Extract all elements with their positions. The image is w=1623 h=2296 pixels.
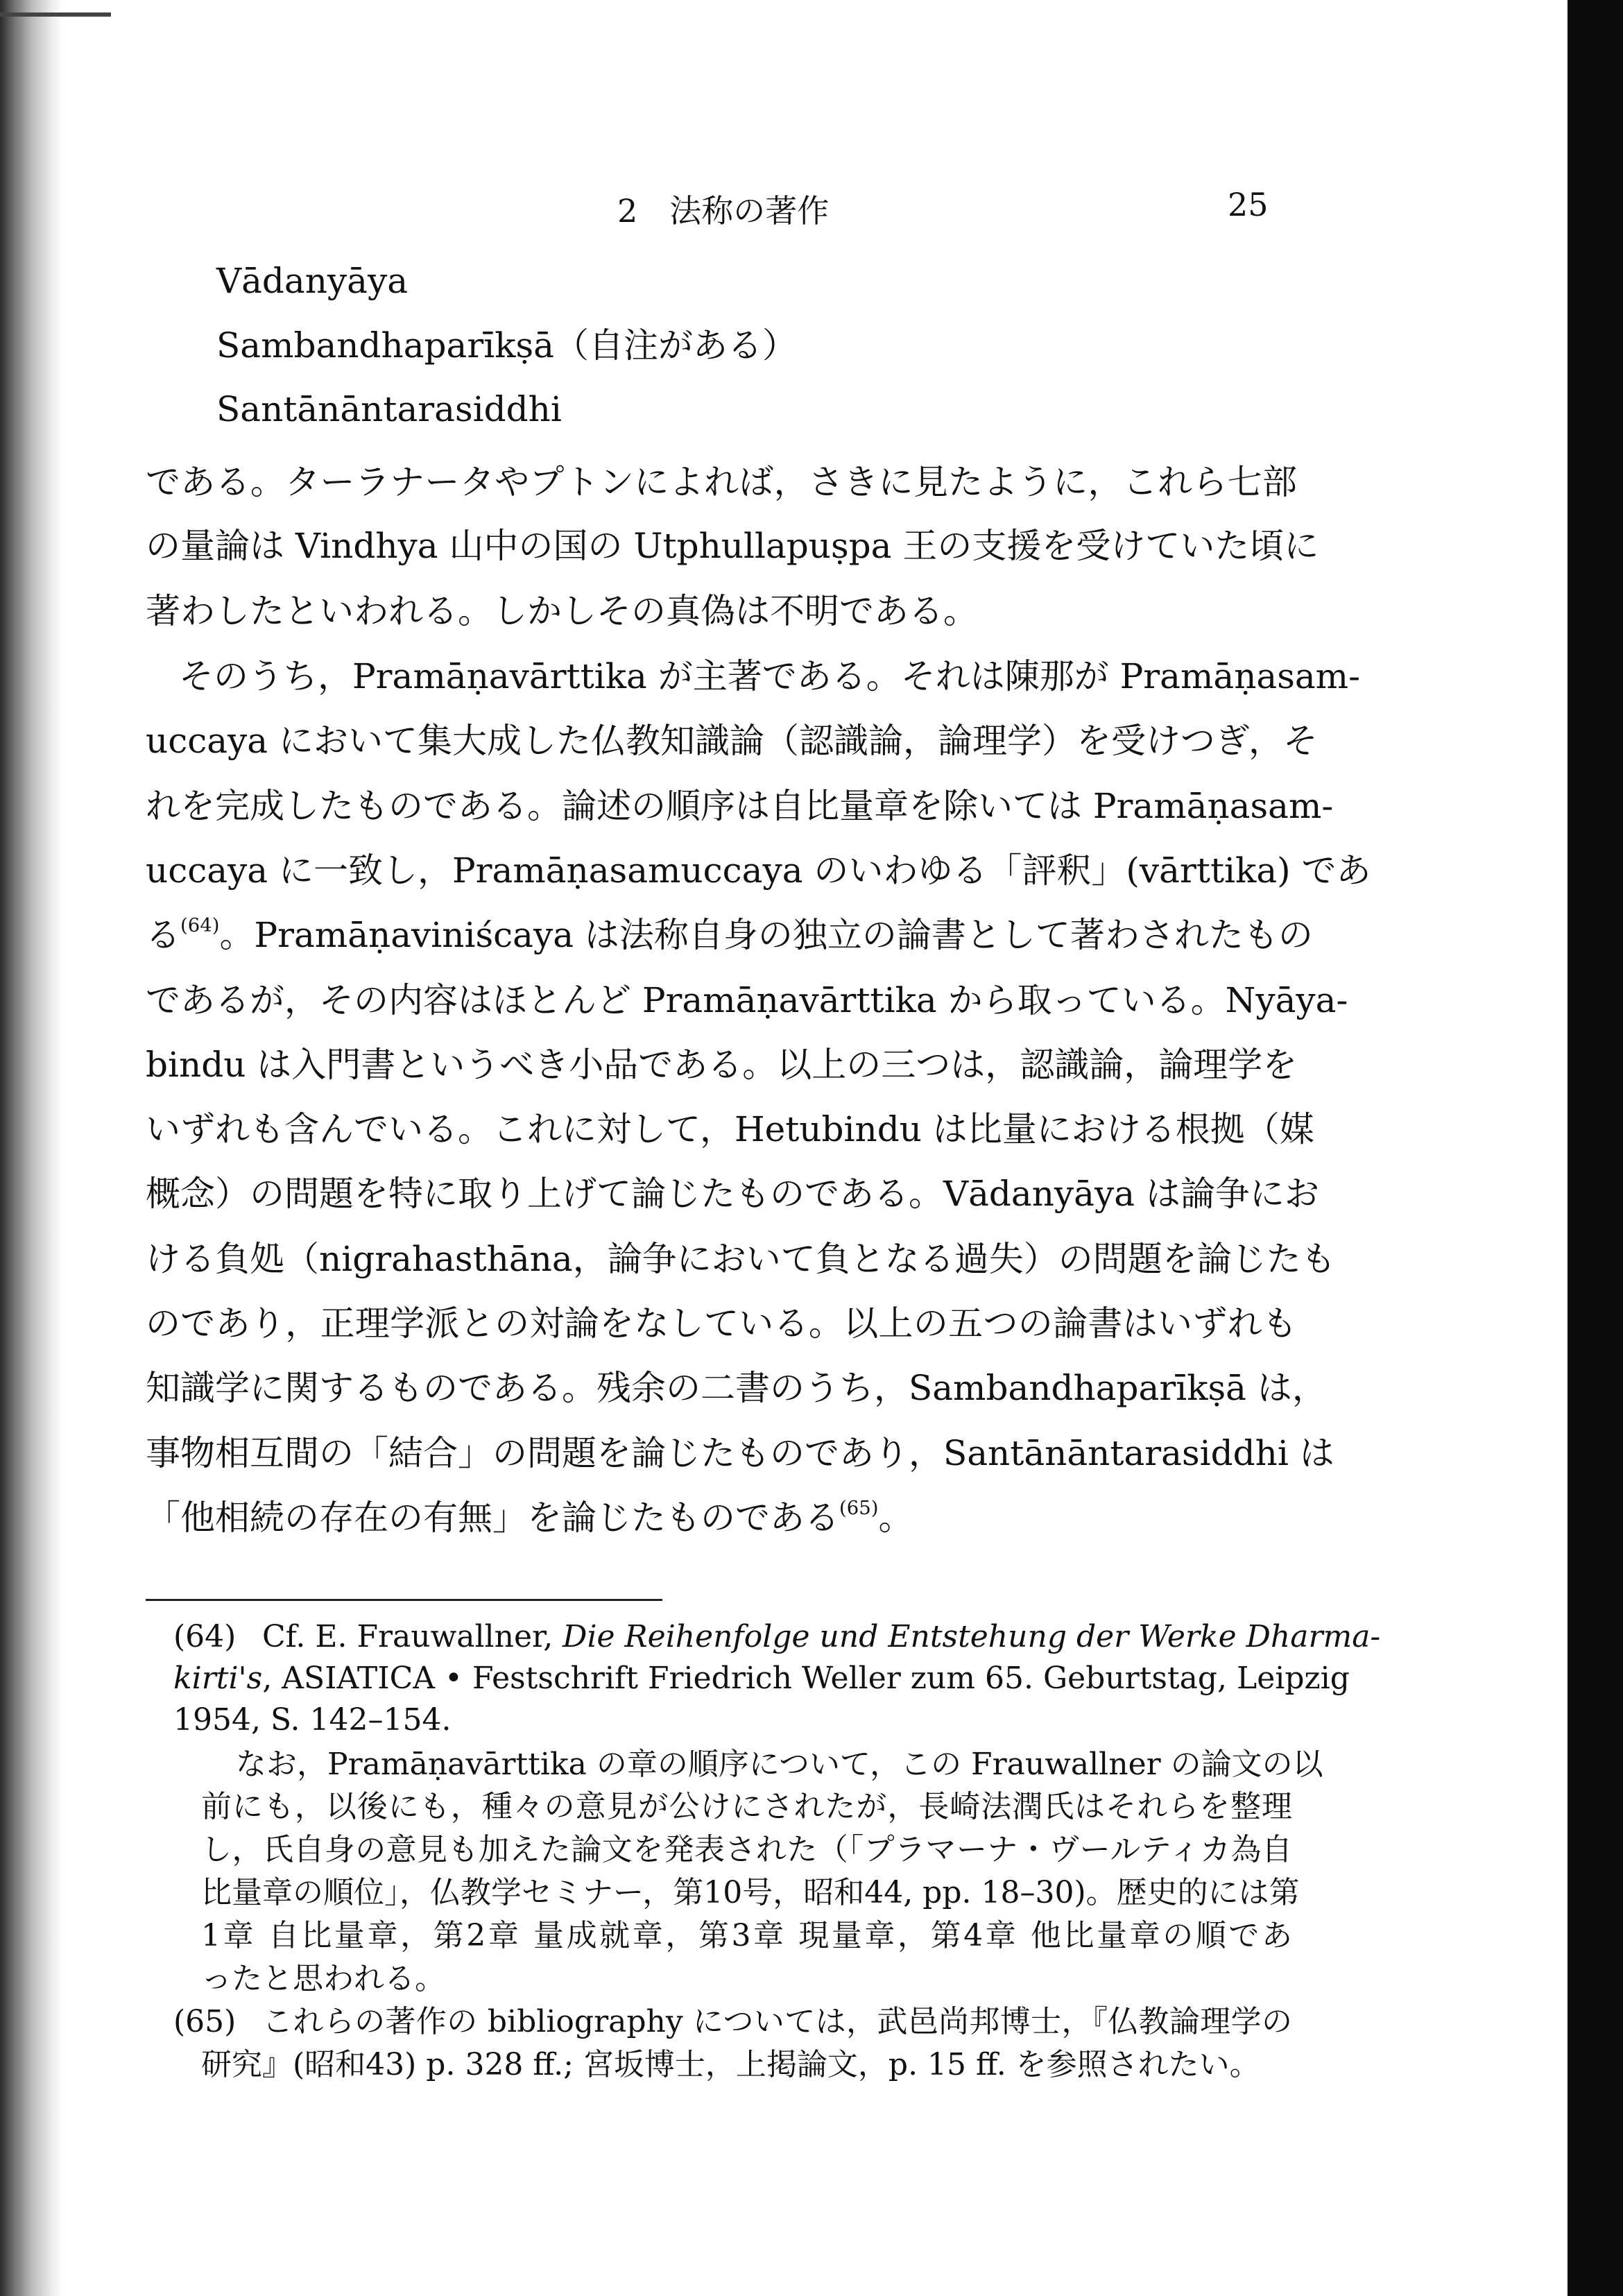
footnote-line: 研究』(昭和43) p. 328 ff.; 宮坂博士，上掲論文，p. 15 ff. を参照されたい。 <box>201 2047 1260 2082</box>
work-title: Vādanyāya <box>216 261 409 301</box>
page-number: 25 <box>1228 186 1269 223</box>
footnote-rule <box>146 1599 662 1601</box>
paragraph-line: であるが，その内容はほとんど Pramāṇavārttika から取っている。Nyāya- <box>146 980 1348 1020</box>
paragraph-line: 知識学に関するものである。残余の二書のうち，Sambandhaparīkṣā は， <box>146 1368 1327 1408</box>
paragraph-line: れを完成したものである。論述の順序は自比量章を除いては Pramāṇasam- <box>146 786 1334 826</box>
scan-edge-left <box>0 0 62 2296</box>
paragraph-line <box>146 914 1313 956</box>
footnote-line: 前にも，以後にも，種々の意見が公けにされたが，長崎法潤氏はそれらを整理 <box>201 1789 1292 1824</box>
paragraph-line: のであり，正理学派との対論をなしている。以上の五つの論書はいずれも <box>146 1303 1297 1344</box>
footnote-line: 1章 自比量章，第2章 量成就章，第3章 現量章，第4章 他比量章の順であ <box>201 1918 1292 1953</box>
footnote-title: Die Reihenfolge und Entstehung der Werke Dharma- <box>563 1619 1381 1654</box>
paragraph-text: る <box>146 915 180 955</box>
footnote-line: し，氏自身の意見も加えた論文を発表された（「プラマーナ・ヴールティカ為自 <box>201 1832 1292 1867</box>
footnote-number: (64) <box>173 1619 237 1654</box>
paragraph-line: 事物相互間の「結合」の問題を論じたものであり，Santānāntarasiddhi は <box>146 1433 1334 1473</box>
paragraph-line: 概念）の問題を特に取り上げて論じたものである。Vādanyāya は論争にお <box>146 1174 1319 1214</box>
work-title: Sambandhaparīkṣā（自注がある） <box>216 325 797 366</box>
paragraph-line <box>146 656 1360 697</box>
paragraph-text: そのうち，Pramāṇavārttika が主著である。それは陳那が Pramāṇasam- <box>179 656 1360 696</box>
paragraph-line: である。ターラナータやプトンによれば，さきに見たように，これら七部 <box>146 462 1297 502</box>
footnote-line: 比量章の順位」，仏教学セミナー，第10号，昭和44, pp. 18–30)。歴史的には第 <box>201 1875 1300 1910</box>
work-title: Santānāntarasiddhi <box>216 389 562 429</box>
footnote-line <box>173 1660 1350 1697</box>
footnote-ref: (64) <box>180 914 220 936</box>
footnote-line: これらの著作の bibliography については，武邑尚邦博士，『仏教論理学の <box>262 2004 1292 2039</box>
paragraph-text: 。Pramāṇaviniścaya は法称自身の独立の論書として著わされたもの <box>219 915 1313 955</box>
footnote-line <box>262 1618 1381 1656</box>
running-title: 2 法称の著作 <box>617 192 830 230</box>
footnote-text: , ASIATICA • Festschrift Friedrich Weller zum 65. Geburtstag, Leipzig <box>262 1661 1350 1696</box>
footnote-line: 1954, S. 142–154. <box>173 1702 452 1738</box>
footnote-number: (65) <box>173 2004 237 2039</box>
paragraph-line: bindu は入門書というべき小品である。以上の三つは，認識論，論理学を <box>146 1045 1298 1085</box>
scan-mark-top <box>0 12 111 17</box>
footnote-text: Cf. E. Frauwallner, <box>262 1619 563 1654</box>
footnote-title: kirti's <box>173 1661 263 1696</box>
paragraph-line: いずれも含んでいる。これに対して，Hetubindu は比量における根拠（媒 <box>146 1109 1314 1149</box>
paragraph-line <box>146 1497 1297 1539</box>
footnote-line: ったと思われる。 <box>201 1961 445 1996</box>
paragraph-line: uccaya に一致し，Pramāṇasamuccaya のいわゆる「評釈」(vārttika) であ <box>146 850 1371 891</box>
scan-edge-right <box>1568 0 1623 2296</box>
paragraph-text: 。 <box>878 1498 913 1538</box>
paragraph-line: 著わしたといわれる。しかしその真偽は不明である。 <box>146 591 978 631</box>
footnote-ref: (65) <box>839 1497 879 1519</box>
paragraph-line: ける負処（nigrahasthāna，論争において負となる過失）の問題を論じたも <box>146 1239 1336 1279</box>
footnote-line: なお，Pramāṇavārttika の章の順序について，この Frauwallner の論文の以 <box>236 1747 1323 1782</box>
paragraph-line: の量論は Vindhya 山中の国の Utphullapuṣpa 王の支援を受けていた頃に <box>146 526 1319 566</box>
paragraph-text: 「他相続の存在の有無」を論じたものである <box>146 1498 839 1538</box>
paragraph-line: uccaya において集大成した仏教知識論（認識論，論理学）を受けつぎ，そ <box>146 721 1318 761</box>
